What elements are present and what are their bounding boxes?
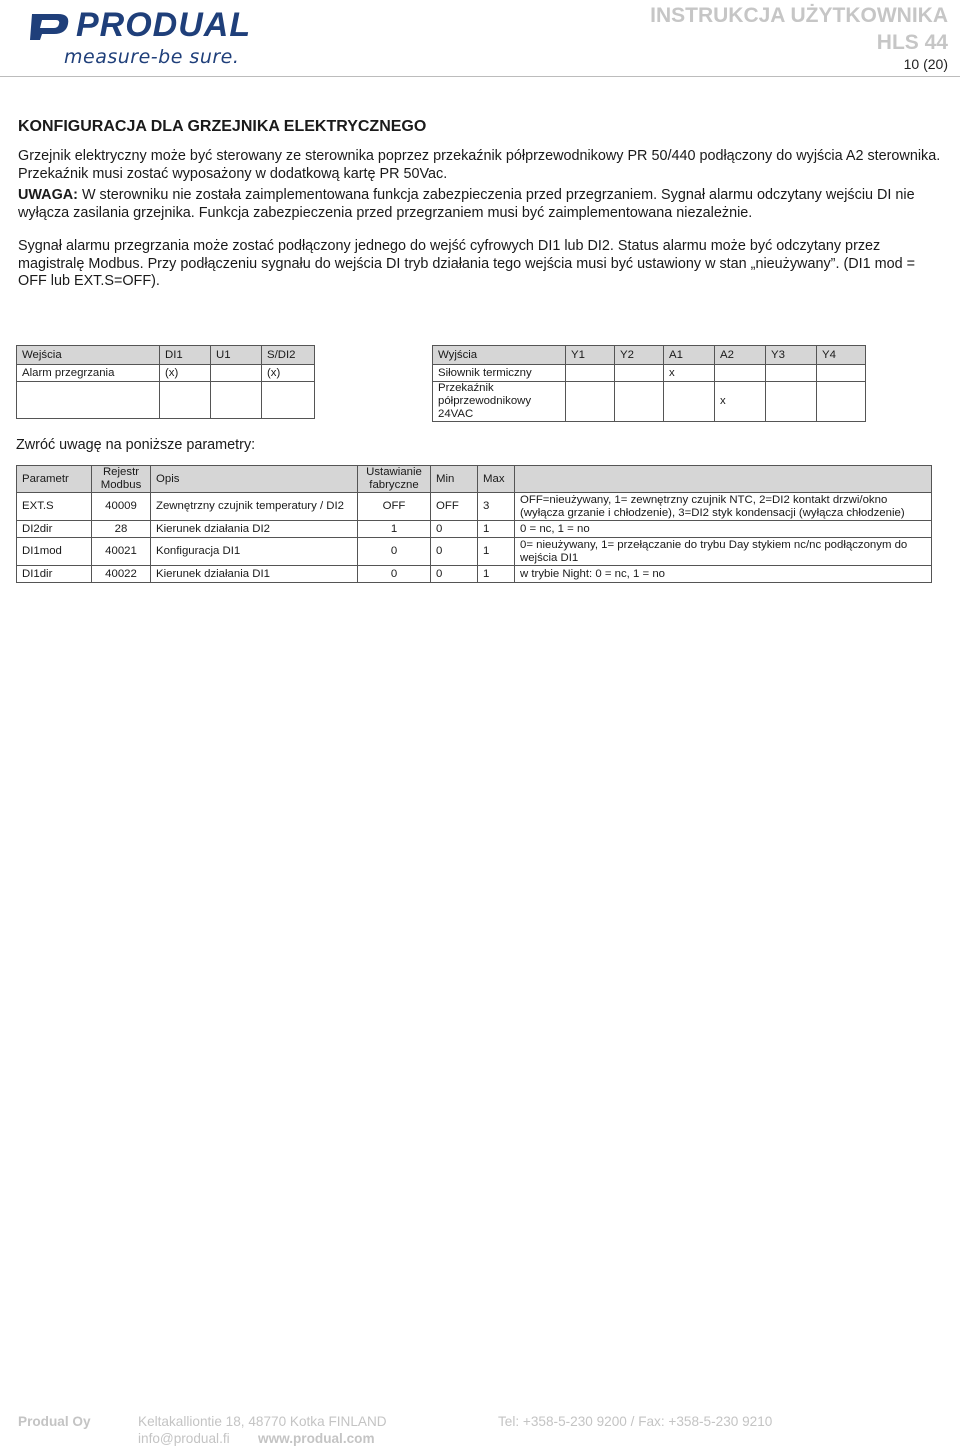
document-title-line2: HLS 44: [876, 31, 948, 54]
table-header-cell: Min: [431, 466, 478, 493]
document-title: [650, 2, 948, 56]
footer-company: Produal Oy: [18, 1414, 91, 1429]
table-header-cell: A2: [715, 346, 766, 365]
table-header-cell: Y2: [615, 346, 664, 365]
table-cell: Siłownik termiczny: [433, 365, 566, 382]
table-cell: [766, 365, 817, 382]
table-cell: x: [664, 365, 715, 382]
table-cell: [160, 382, 211, 419]
parameters-table: [16, 465, 932, 583]
outputs-table: [432, 345, 866, 422]
table-cell: 1: [478, 566, 515, 583]
parameters-note: Zwróć uwagę na poniższe parametry:: [16, 437, 256, 453]
document-title-line1: INSTRUKCJA UŻYTKOWNIKA: [650, 4, 948, 27]
table-cell: 0: [358, 566, 431, 583]
table-header-cell: Y4: [817, 346, 866, 365]
table-header-cell: Rejestr Modbus: [92, 466, 151, 493]
table-cell: Kierunek działania DI1: [151, 566, 358, 583]
table-cell: (x): [160, 365, 211, 382]
table-cell: [211, 365, 262, 382]
table-cell: x: [715, 382, 766, 422]
table-header-row: [17, 466, 932, 493]
table-header-cell: S/DI2: [262, 346, 315, 365]
table-cell: 0= nieużywany, 1= przełączanie do trybu Day stykiem nc/nc podłączonym do wejścia DI1: [515, 538, 932, 566]
table-header-cell: Wyjścia: [433, 346, 566, 365]
table-header-cell: Y3: [766, 346, 817, 365]
table-cell: DI2dir: [17, 521, 92, 538]
table-header-cell: Parametr: [17, 466, 92, 493]
footer-email: info@produal.fi: [138, 1431, 230, 1446]
table-cell: [766, 382, 817, 422]
table-cell: 40021: [92, 538, 151, 566]
table-cell: [615, 382, 664, 422]
table-header-cell: Opis: [151, 466, 358, 493]
warning-label: UWAGA:: [18, 187, 78, 203]
table-cell: OFF: [431, 493, 478, 521]
table-cell: [664, 382, 715, 422]
table-cell: [715, 365, 766, 382]
table-cell: 0: [431, 566, 478, 583]
footer-website: www.produal.com: [258, 1431, 375, 1446]
paragraph-alarm: Sygnał alarmu przegrzania może zostać podłączony jednego do wejść cyfrowych DI1 lub DI2. Status alarmu może być odczytany przez magistralę Modbus. Przy podłączeniu sygnału do wejścia DI tryb działania tego wejścia musi być ustawiony w stan „nieużywany”. (DI1 mod = OFF lub EXT.S=OFF).: [18, 238, 916, 289]
page-number: 10 (20): [903, 56, 948, 72]
table-cell: 1: [478, 538, 515, 566]
table-row: [17, 382, 315, 419]
header-divider: [0, 76, 960, 77]
table-cell: Konfiguracja DI1: [151, 538, 358, 566]
table-cell: DI1mod: [17, 538, 92, 566]
table-header-cell: DI1: [160, 346, 211, 365]
table-cell: [817, 365, 866, 382]
table-row: [433, 382, 866, 422]
table-cell: 0 = nc, 1 = no: [515, 521, 932, 538]
table-header-cell: [515, 466, 932, 493]
table-header-cell: A1: [664, 346, 715, 365]
table-cell: 40022: [92, 566, 151, 583]
table-cell: 3: [478, 493, 515, 521]
footer-address: Keltakalliontie 18, 48770 Kotka FINLAND: [138, 1414, 387, 1429]
table-cell: Zewnętrzny czujnik temperatury / DI2: [151, 493, 358, 521]
table-cell: OFF=nieużywany, 1= zewnętrzny czujnik NTC, 2=DI2 kontakt drzwi/okno (wyłącza grzanie i chłodzenie), 3=DI2 styk kondensacji (wyłącza chłodzenie): [515, 493, 932, 521]
table-header-cell: Y1: [566, 346, 615, 365]
logo-slogan: measure-be sure.: [64, 46, 240, 68]
table-cell: 40009: [92, 493, 151, 521]
section-title: KONFIGURACJA DLA GRZEJNIKA ELEKTRYCZNEGO: [18, 118, 427, 135]
footer-phone: Tel: +358-5-230 9200 / Fax: +358-5-230 9210: [498, 1414, 773, 1429]
table-row: [17, 566, 932, 583]
table-cell: Przekaźnik półprzewodnikowy 24VAC: [433, 382, 566, 422]
table-header-row: [17, 346, 315, 365]
produal-logo: [28, 6, 268, 68]
table-row: [17, 538, 932, 566]
logo-wordmark: PRODUAL: [76, 6, 252, 44]
table-cell: 28: [92, 521, 151, 538]
table-row: [17, 521, 932, 538]
table-cell: DI1dir: [17, 566, 92, 583]
table-cell: [262, 382, 315, 419]
table-row: [433, 365, 866, 382]
table-cell: [566, 365, 615, 382]
table-cell: [566, 382, 615, 422]
table-cell: 1: [478, 521, 515, 538]
produal-logo-mark-icon: [28, 10, 74, 42]
table-header-row: [433, 346, 866, 365]
table-header-cell: U1: [211, 346, 262, 365]
table-row: [17, 365, 315, 382]
paragraph-warning: [18, 187, 943, 222]
table-header-cell: Wejścia: [17, 346, 160, 365]
table-cell: 1: [358, 521, 431, 538]
warning-text: W sterowniku nie została zaimplementowana funkcja zabezpieczenia przed przegrzaniem. Sygnał alarmu odczytany wejściu DI nie wyłącza zasilania grzejnika. Funkcja zabezpieczenia przed przegrzaniem musi być zaimplementowana niezależnie.: [18, 187, 915, 221]
table-cell: EXT.S: [17, 493, 92, 521]
table-cell: 0: [358, 538, 431, 566]
table-cell: 0: [431, 521, 478, 538]
table-cell: [211, 382, 262, 419]
table-row: [17, 493, 932, 521]
table-cell: 0: [431, 538, 478, 566]
table-cell: [615, 365, 664, 382]
table-cell: Alarm przegrzania: [17, 365, 160, 382]
table-cell: OFF: [358, 493, 431, 521]
table-cell: Kierunek działania DI2: [151, 521, 358, 538]
table-cell: [817, 382, 866, 422]
table-cell: (x): [262, 365, 315, 382]
table-cell: [17, 382, 160, 419]
table-header-cell: Ustawianie fabryczne: [358, 466, 431, 493]
table-cell: w trybie Night: 0 = nc, 1 = no: [515, 566, 932, 583]
inputs-table: [16, 345, 315, 419]
table-header-cell: Max: [478, 466, 515, 493]
paragraph-intro: Grzejnik elektryczny może być sterowany ze sterownika poprzez przekaźnik półprzewodnikowy PR 50/440 podłączony do wyjścia A2 sterownika. Przekaźnik musi zostać wyposażony w dodatkową kartę PR 50Vac.: [18, 148, 941, 182]
